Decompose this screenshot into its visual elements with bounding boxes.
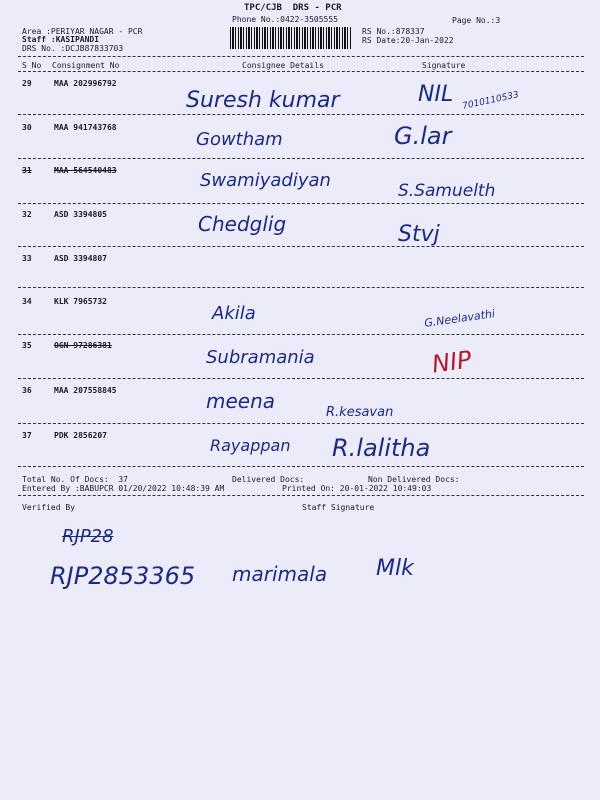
- col-signature: Signature: [422, 61, 466, 70]
- row-divider: [18, 378, 584, 379]
- row-number: 37: [22, 431, 32, 440]
- consignee-handwriting: Subramania: [206, 347, 315, 368]
- row-divider: [18, 158, 584, 159]
- code-handwriting: RJP2853365: [50, 562, 196, 590]
- row-number: 33: [22, 254, 32, 263]
- signature-handwriting: S.Samuelth: [398, 181, 496, 201]
- consignee-handwriting: meena: [206, 389, 276, 413]
- page-number: Page No.:3: [452, 16, 501, 25]
- consignee-handwriting: Suresh kumar: [186, 88, 340, 113]
- entered-by: Entered By :BABUPCR 01/20/2022 10:48:39 AM: [22, 484, 225, 493]
- consignee-handwriting: Swamiyadiyan: [200, 170, 331, 191]
- consignment-number: MAA 207558845: [54, 386, 117, 395]
- row-divider: [18, 287, 584, 288]
- consignment-number: MAA 202996792: [54, 79, 117, 88]
- signature-handwriting: R.lalitha: [332, 434, 431, 462]
- drs-number: DRS No. :DCJB87833703: [22, 44, 124, 53]
- col-consignee: Consignee Details: [242, 61, 324, 70]
- column-divider: [18, 71, 584, 72]
- row-number: 29: [22, 79, 32, 88]
- row-divider: [18, 466, 584, 467]
- consignment-number: MAA 564540483: [54, 166, 117, 175]
- row-divider: [18, 203, 584, 204]
- barcode: [230, 27, 352, 49]
- signature-handwriting: G.Neelavathi: [423, 307, 496, 330]
- consignment-number: OGN 97286381: [54, 341, 112, 350]
- row-number: 30: [22, 123, 32, 132]
- footer-divider: [18, 495, 584, 496]
- phone-handwriting: 7010110533: [461, 90, 520, 112]
- col-consignment: Consignment No: [52, 61, 120, 70]
- sheet-title: TPC/CJB DRS - PCR: [244, 3, 342, 13]
- row-divider: [18, 334, 584, 335]
- staff-signature-label: Staff Signature: [302, 503, 375, 512]
- area-label: Area :PERIYAR NAGAR - PCR: [22, 27, 143, 36]
- row-divider: [18, 423, 584, 424]
- consignee-handwriting: Rayappan: [210, 436, 291, 455]
- row-number: 32: [22, 210, 32, 219]
- consignment-number: MAA 941743768: [54, 123, 117, 132]
- col-sno: S No: [22, 61, 42, 70]
- consignee-handwriting: Akila: [212, 303, 256, 324]
- rs-date: RS Date:20-Jan-2022: [362, 36, 454, 45]
- consignee-handwriting: Chedglig: [198, 212, 287, 236]
- row-number: 35: [22, 341, 32, 350]
- consignment-number: ASD 3394805: [54, 210, 107, 219]
- printed-on: Printed On: 20-01-2022 10:49:03: [282, 484, 432, 493]
- row-number: 31: [22, 166, 32, 175]
- row-number: 36: [22, 386, 32, 395]
- verified-by-label: Verified By: [22, 503, 75, 512]
- header-divider: [18, 56, 584, 57]
- staff-label: Staff :KASIPANDI: [22, 35, 100, 44]
- total-docs: Total No. Of Docs: 37: [22, 475, 128, 484]
- row-divider: [18, 114, 584, 115]
- signature-handwriting: NIL: [418, 82, 454, 107]
- consignee-handwriting: Gowtham: [196, 129, 283, 150]
- consignment-number: ASD 3394807: [54, 254, 107, 263]
- phone-number: Phone No.:0422-3505555: [232, 15, 338, 24]
- non-delivered-docs: Non Delivered Docs:: [368, 475, 460, 484]
- row-number: 34: [22, 297, 32, 306]
- rs-number: RS No.:878337: [362, 27, 425, 36]
- consignment-number: KLK 7965732: [54, 297, 107, 306]
- initials-handwriting: Mlk: [376, 556, 414, 581]
- signature-handwriting: G.lar: [394, 122, 452, 150]
- signature-handwriting: R.kesavan: [326, 405, 394, 420]
- signature-handwriting: Stvj: [398, 222, 440, 247]
- consignment-number: PDK 2856207: [54, 431, 107, 440]
- verify-code-handwriting: RJP28: [62, 526, 114, 547]
- delivered-docs: Delivered Docs:: [232, 475, 305, 484]
- name-handwriting: marimala: [232, 562, 328, 586]
- row-divider: [18, 246, 584, 247]
- signature-handwriting: NIP: [430, 345, 474, 379]
